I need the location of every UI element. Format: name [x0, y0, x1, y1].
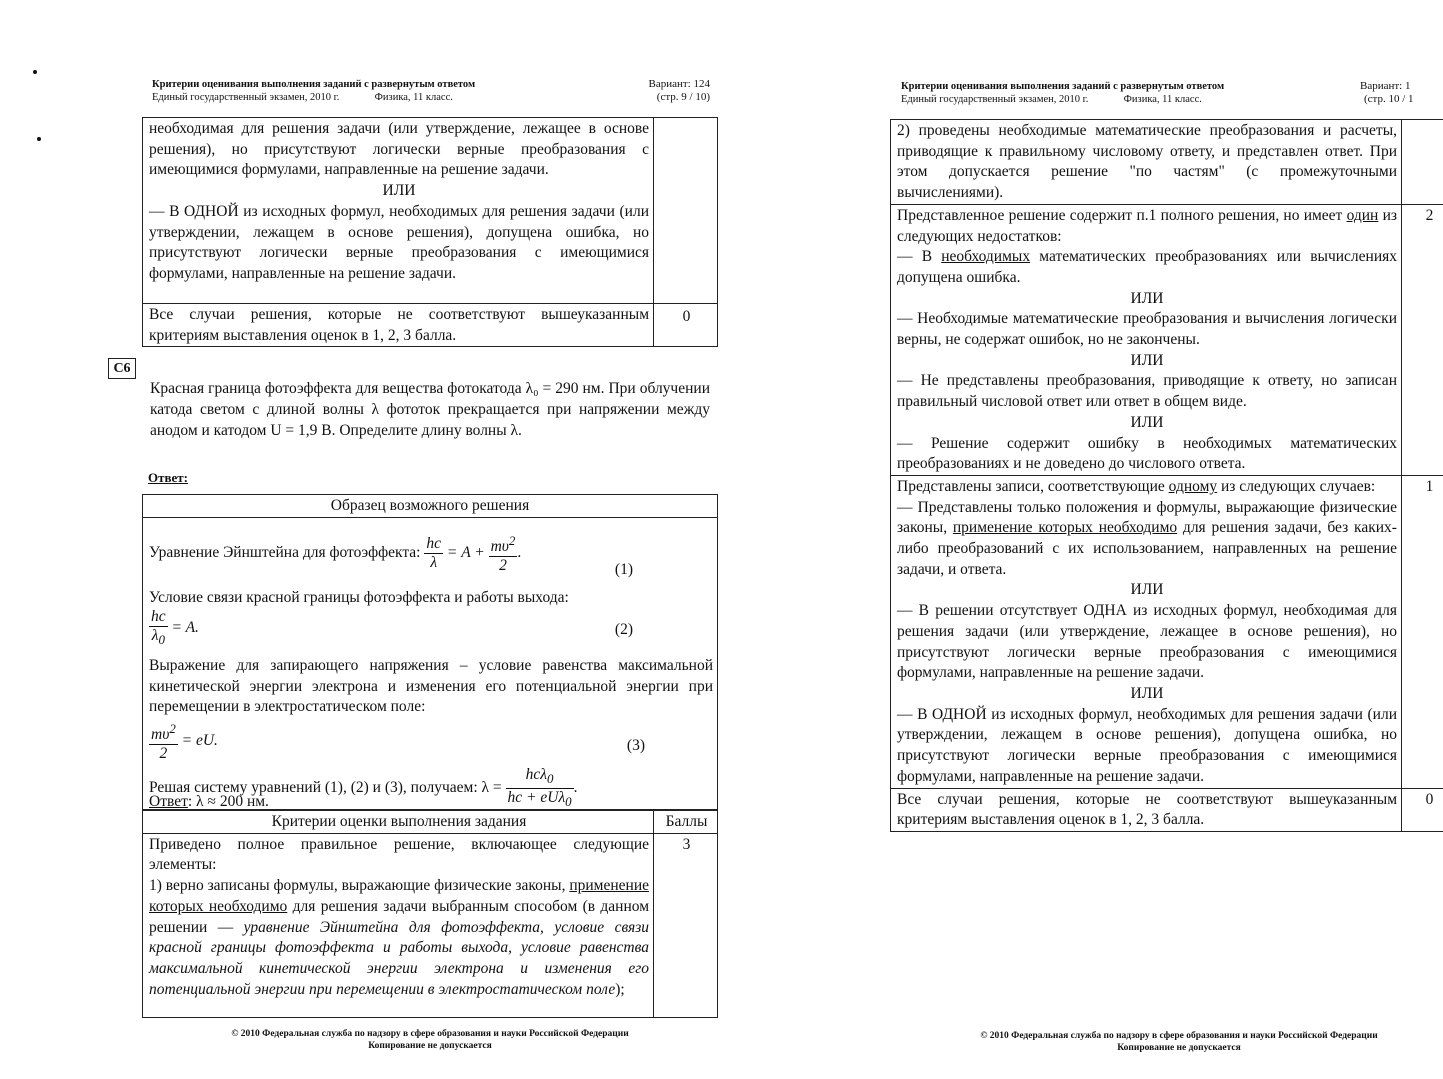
- final-answer-label: Ответ: [149, 793, 188, 810]
- criteria-text: Приведено полное правильное решение, включающее следующие элементы:: [149, 835, 649, 874]
- criteria-text: из следующих случаев:: [1217, 477, 1376, 495]
- or-separator: ИЛИ: [1130, 581, 1164, 599]
- table-row: [891, 120, 1443, 205]
- criteria-table-top: [142, 117, 718, 347]
- criteria-text: из следующих недостатков:: [897, 206, 1397, 245]
- or-separator: ИЛИ: [382, 182, 416, 200]
- criteria-text-cell: [891, 120, 1402, 205]
- criteria-underlined: одному: [1168, 477, 1218, 495]
- equation-number: (1): [614, 561, 633, 578]
- criteria-text-cell: [143, 833, 654, 1017]
- solution-body: [143, 518, 717, 808]
- equation-einstein: Уравнение Эйнштейна для фотоэффекта: $\frac{hc}{\lambda}$ = A + $\frac{m\upsilon^2}{2}$ .: [149, 533, 522, 575]
- criteria-text: — Необходимые математические преобразования и вычисления логически верны, не содержат ошибок, но не закончены.: [897, 310, 1397, 349]
- answer-label: Ответ:: [148, 470, 189, 485]
- criteria-text-cell: [891, 788, 1402, 831]
- criteria-underlined: один: [1346, 206, 1379, 224]
- score-value: 0: [682, 308, 691, 325]
- condition-text: Условие связи красной границы фотоэффекта и работы выхода:: [149, 589, 569, 606]
- score-value: 2: [1425, 206, 1434, 224]
- sample-solution: [142, 494, 718, 810]
- score-value: 0: [1425, 790, 1434, 808]
- criteria-underlined: необходимых: [941, 248, 1031, 266]
- table-row: [143, 833, 718, 1017]
- header-page-number: (стр. 10 / 1: [1364, 93, 1414, 105]
- criteria-text: Представлены записи, соответствующие: [897, 477, 1169, 495]
- criteria-text: для решения задачи, без каких-либо преобразований с их использованием, направленных на решение задачи, и ответа.: [897, 519, 1397, 578]
- header-subject: Физика, 11 класс.: [374, 92, 453, 103]
- criteria-text: Все случаи решения, которые не соответствуют вышеуказанным критериям выставления оценок в 1, 2, 3 балла.: [149, 306, 649, 344]
- criteria-text: Все случаи решения, которые не соответствуют вышеуказанным критериям выставления оценок в 1, 2, 3 балла.: [897, 790, 1397, 829]
- criteria-text: — В ОДНОЙ из исходных формул, необходимых для решения задачи (или утверждении, лежащем в основе решения), допущена ошибка, но присутствуют логически верные преобразования с имеющимися формулами, направленные на решение задачи.: [149, 202, 649, 282]
- fraction-mv2-2: $\frac{m\upsilon^2}{2}$: [490, 533, 516, 575]
- fraction-hc-lambda0: $\frac{hc}{\lambda_0}$: [151, 608, 166, 648]
- eq1-label: Уравнение Эйнштейна для фотоэффекта:: [149, 544, 421, 562]
- system-result: Решая систему уравнений (1), (2) и (3), получаем: λ = $\frac{hc\lambda_0}{hc + eU\lambda_0}$ .: [149, 766, 578, 810]
- column-header-criteria: Критерии оценки выполнения задания: [143, 811, 654, 834]
- table-row: [891, 788, 1443, 831]
- score-cell: [1402, 120, 1443, 205]
- column-header-score: Баллы: [654, 811, 718, 834]
- criteria-text: — В: [897, 248, 942, 266]
- score-value: 1: [1425, 477, 1434, 495]
- scan-speck: [37, 137, 41, 141]
- criteria-text-cell: [891, 204, 1402, 475]
- table-row: [891, 475, 1443, 788]
- equation-red-limit: $\frac{hc}{\lambda_0}$ = A.: [151, 608, 199, 648]
- header-subtitle: Единый государственный экзамен, 2010 г.: [152, 92, 340, 103]
- equation-number: (3): [626, 737, 645, 754]
- criteria-text: — Не представлены преобразования, приводящие к ответу, но записан правильный числовой ответ или ответ в общем виде.: [897, 372, 1397, 411]
- fraction-result: $\frac{hc\lambda_0}{hc + eU\lambda_0}$: [507, 766, 572, 810]
- page-header: [901, 80, 1224, 106]
- fraction-hc-lambda: $\frac{hc}{\lambda}$: [426, 535, 441, 572]
- score-cell: [654, 118, 718, 304]
- table-header-row: [143, 811, 718, 834]
- criteria-text: для решения задачи выбранным способом (в данном решении —: [149, 897, 650, 936]
- equation-number: (2): [614, 621, 633, 638]
- criteria-text: );: [615, 980, 625, 998]
- equation-stopping-voltage: $\frac{m\upsilon^2}{2}$ = eU.: [151, 721, 218, 763]
- header-subtitle: Единый государственный экзамен, 2010 г.: [901, 94, 1089, 105]
- footer-copyright: © 2010 Федеральная служба по надзору в сфере образования и науки Российской Федерации: [231, 1029, 629, 1039]
- final-answer-value: : λ ≈ 200 нм.: [187, 793, 269, 810]
- footer-notice: Копирование не допускается: [368, 1041, 492, 1051]
- expression-text: Выражение для запирающего напряжения – условие равенства максимальной кинетической энергии электрона и изменения его потенциальной энергии при перемещении в электростатическом поле:: [149, 657, 713, 716]
- footer-notice: Копирование не допускается: [1117, 1043, 1241, 1053]
- table-row: [143, 118, 718, 304]
- solution-header: Образец возможного решения: [143, 495, 717, 518]
- criteria-text-cell: [143, 304, 654, 347]
- criteria-table: [890, 119, 1443, 832]
- criteria-text-cell: [143, 118, 654, 304]
- or-separator: ИЛИ: [1130, 684, 1164, 702]
- criteria-text: необходимая для решения задачи (или утверждение, лежащее в основе решения), но присутствуют логически верные преобразования с имеющимися формулами, направленные на решение задачи.: [149, 120, 649, 179]
- score-cell: [1402, 788, 1443, 831]
- header-subject: Физика, 11 класс.: [1123, 94, 1202, 105]
- task-label-box: [108, 358, 136, 379]
- page-footer: [150, 1028, 710, 1052]
- header-page-number: (стр. 9 / 10): [656, 91, 710, 103]
- criteria-underlined: применение которых необходимо: [952, 519, 1178, 537]
- fraction-mv2-2: $\frac{m\upsilon^2}{2}$: [151, 721, 176, 763]
- header-variant: Вариант: 1: [1360, 80, 1411, 92]
- criteria-text: 2) проведены необходимые математические преобразования и расчеты, приводящие к правильному числовому ответу, и представлен ответ. При этом допускается решение "по частям" (с промежуточными вычислениями).: [897, 122, 1397, 202]
- or-separator: ИЛИ: [1130, 413, 1164, 431]
- right-page: [730, 0, 1443, 1079]
- criteria-text-cell: [891, 475, 1402, 788]
- header-title: Критерии оценивания выполнения заданий с развернутым ответом: [152, 79, 476, 90]
- header-variant-block: [600, 78, 710, 104]
- table-row: [891, 204, 1443, 475]
- score-cell: [1402, 204, 1443, 475]
- score-cell: [654, 304, 718, 347]
- footer-copyright: © 2010 Федеральная служба по надзору в сфере образования и науки Российской Федерации: [980, 1031, 1378, 1041]
- header-variant-block: [1360, 80, 1443, 106]
- criteria-text: — В ОДНОЙ из исходных формул, необходимых для решения задачи (или утверждении, лежащем в основе решения), допущена ошибка, но присутствуют логически верные преобразования с имеющимися формулами, направленные на решение задачи.: [897, 705, 1397, 785]
- or-separator: ИЛИ: [1130, 289, 1164, 307]
- system-text: Решая систему уравнений (1), (2) и (3), получаем: λ =: [149, 779, 502, 797]
- score-cell: [1402, 475, 1443, 788]
- criteria-text: — Представлены только положения и формулы, выражающие физические законы,: [897, 498, 1397, 537]
- score-cell: [654, 833, 718, 1017]
- or-separator: ИЛИ: [1130, 351, 1164, 369]
- page-footer: [944, 1030, 1414, 1054]
- task-label: C6: [113, 361, 131, 376]
- header-title: Критерии оценивания выполнения заданий с развернутым ответом: [901, 81, 1225, 92]
- score-value: 3: [682, 835, 691, 853]
- criteria-text: — Решение содержит ошибку в необходимых математических преобразованиях и не доведено до числового ответа.: [897, 434, 1397, 473]
- criteria-underlined: применение которых необходимо: [149, 877, 650, 915]
- header-variant: Вариант: 124: [648, 78, 710, 90]
- scan-speck: [33, 70, 37, 74]
- criteria-table-bottom: [142, 810, 718, 1018]
- task-text: Красная граница фотоэффекта для вещества фотокатода λ₀ = 290 нм. При облучении катода светом с длиной волны λ фототок прекращается при напряжении между анодом и катодом U = 1,9 В. Определите длину волны λ.: [150, 380, 710, 439]
- table-row: [143, 304, 718, 347]
- criteria-text: математических преобразованиях или вычислениях допущена ошибка.: [897, 248, 1397, 286]
- criteria-text: 1) верно записаны формулы, выражающие физические законы,: [149, 877, 566, 895]
- criteria-text: Представленное решение содержит п.1 полного решения, но имеет: [897, 206, 1347, 224]
- criteria-italic: уравнение Эйнштейна для фотоэффекта, условие связи красной границы фотоэффекта и работы выхода, условие равенства максимальной кинетической энергии электрона и изменения его потенциальной энергии при перемещении в электростатическом поле: [149, 918, 649, 998]
- criteria-text: — В решении отсутствует ОДНА из исходных формул, необходимая для решения задачи (или утверждение, лежащее в основе решения), но присутствуют логически верные преобразования с имеющимися формулами, направленные на решение задачи.: [897, 602, 1397, 682]
- page-header: [152, 78, 475, 104]
